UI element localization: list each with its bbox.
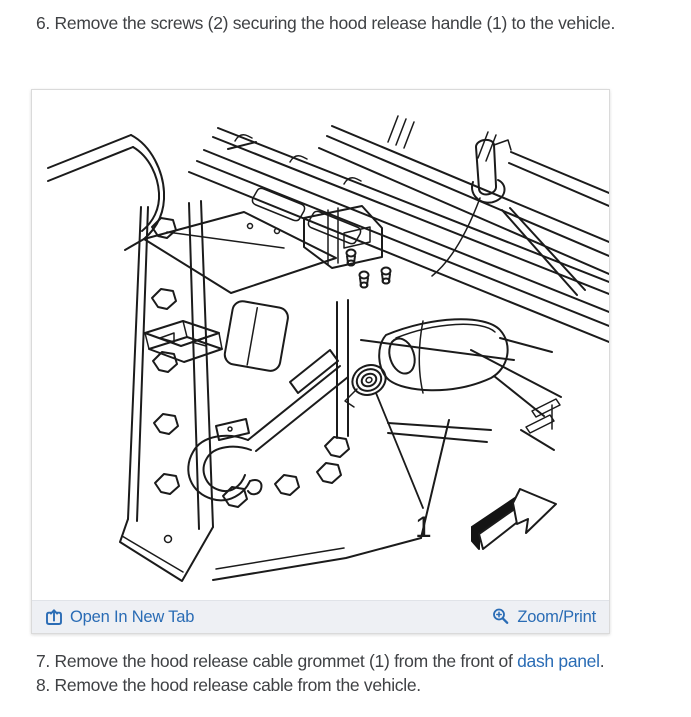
zoom-print-label: Zoom/Print [517, 607, 596, 626]
dash-panel-link[interactable]: dash panel [517, 651, 600, 671]
open-in-new-tab-label: Open In New Tab [70, 607, 195, 626]
cable-grommet [345, 360, 391, 407]
step-7-text [36, 650, 604, 674]
callout-1 [376, 393, 432, 544]
diagram-figure [31, 89, 610, 634]
fender-rail [48, 135, 256, 250]
step-7-prefix: 7. Remove the hood release cable grommet (1) from the front of [36, 651, 518, 671]
upper-tie-bar [189, 128, 609, 342]
direction-arrow [472, 489, 556, 549]
callout-1-label: 1 [415, 511, 432, 544]
gusset-plate [144, 212, 336, 293]
cable-clip [145, 321, 222, 362]
zoom-print-link[interactable] [492, 608, 596, 627]
open-in-new-tab-icon [45, 608, 63, 626]
step-6-text: 6. Remove the screws (2) securing the hood release handle (1) to the vehicle. [36, 13, 616, 33]
screw-heads [347, 250, 391, 288]
hood-rail [319, 116, 609, 274]
step-8-text: 8. Remove the hood release cable from the vehicle. [36, 674, 421, 695]
radiator-support-pillar [120, 201, 213, 581]
hood-release-handle [188, 350, 348, 500]
step-7-suffix: . [599, 651, 605, 671]
hood-release-diagram [32, 90, 609, 600]
label-plate [223, 300, 289, 373]
magnifier-plus-icon [492, 608, 510, 626]
open-in-new-tab-link[interactable] [45, 608, 194, 627]
dash-panel-structure [361, 340, 561, 450]
figure-toolbar [32, 600, 609, 633]
latch-bracket [304, 206, 382, 268]
cable-boot [379, 319, 552, 416]
